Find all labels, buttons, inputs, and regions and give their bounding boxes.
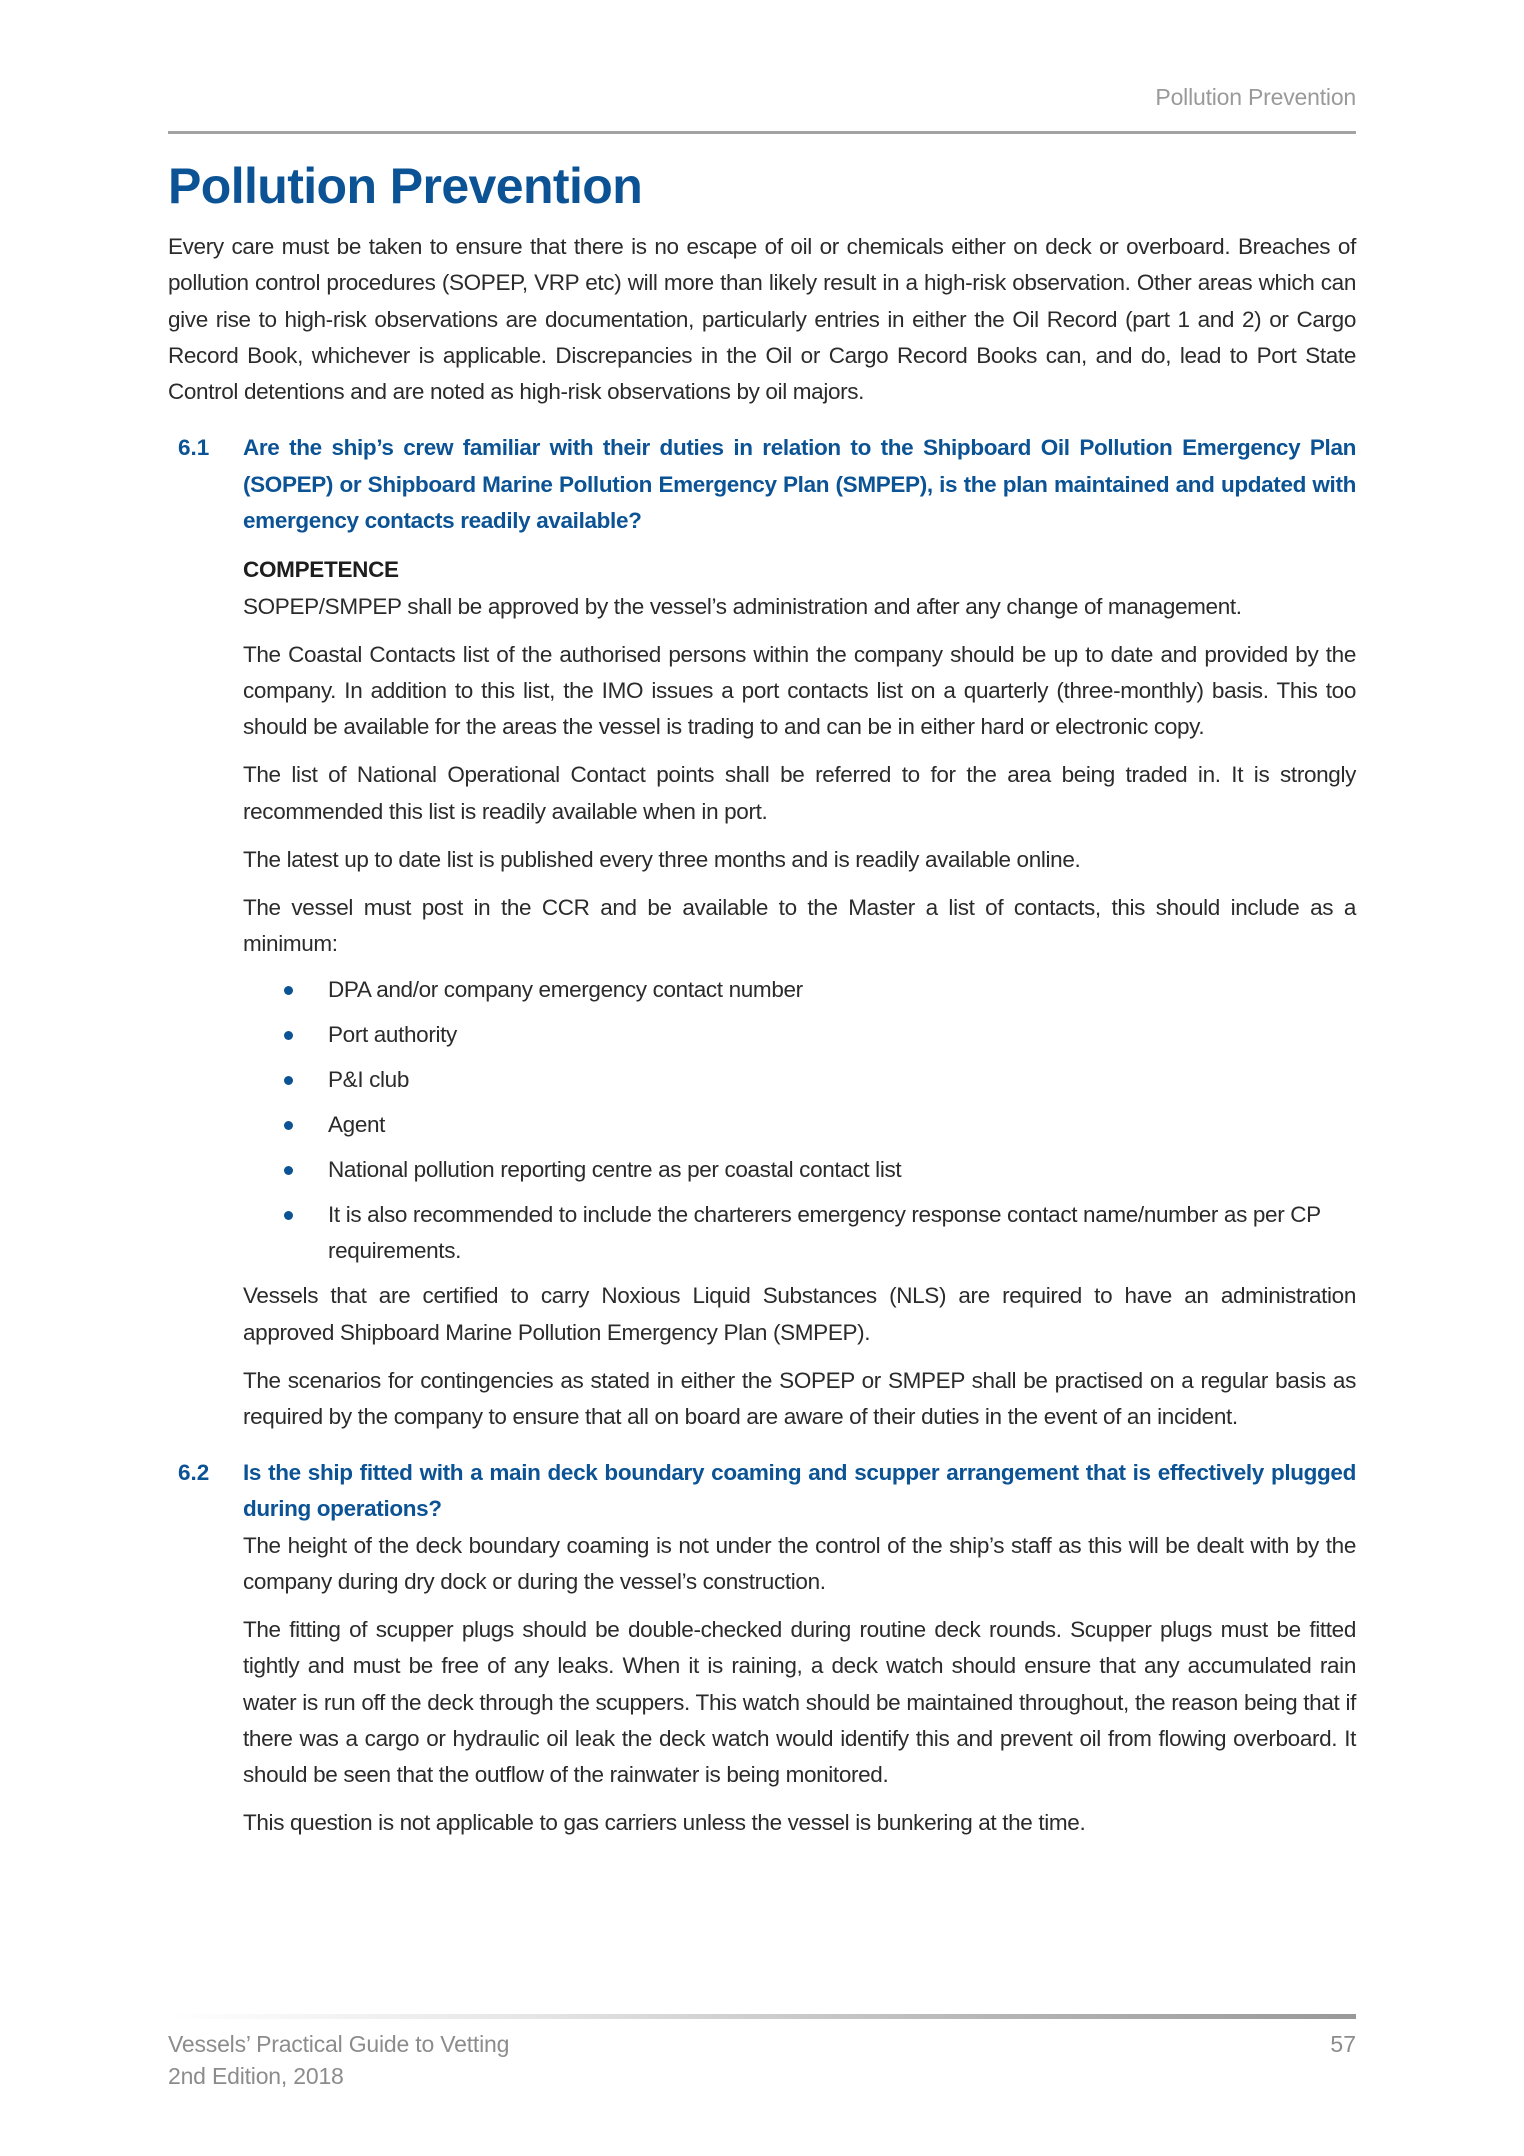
intro-paragraph: Every care must be taken to ensure that there is no escape of oil or chemicals either on deck or overboard. Breaches of pollution control procedures (SOPEP, VRP etc) will more than likely result in a high-risk observation. Other areas which can give rise to high-risk observations are documentation, particularly entries in either the Oil Record (part 1 and 2) or Cargo Record Book, whichever is applicable. Discrepancies in the Oil or Cargo Record Books can, and do, lead to Port State Control detentions and are noted as high-risk observations by oil majors. (168, 234, 1356, 405)
answer-6-1 (243, 552, 1356, 1435)
question-number: 6.2 (178, 1460, 210, 1486)
page-content (168, 229, 1356, 1842)
answer-paragraph: The vessel must post in the CCR and be available to the Master a list of contacts, this should include as a minimum: (243, 894, 1356, 956)
bullet-icon (284, 1166, 293, 1175)
list-item-text: Agent (328, 1112, 386, 1138)
running-header: Pollution Prevention (1155, 84, 1356, 110)
bullet-icon (284, 986, 293, 995)
publication-edition: 2nd Edition, 2018 (168, 2063, 344, 2089)
question-6-1 (168, 430, 1356, 539)
question-text: Is the ship fitted with a main deck boundary coaming and scupper arrangement that is effectively plugged during operations? (243, 1460, 1356, 1522)
list-item (243, 1062, 1356, 1098)
answer-paragraph: Vessels that are certified to carry Noxious Liquid Substances (NLS) are required to have an administration approved Shipboard Marine Pollution Emergency Plan (SMPEP). (243, 1283, 1356, 1345)
answer-paragraph: The fitting of scupper plugs should be double-checked during routine deck rounds. Scupper plugs must be fitted tightly and must be free of any leaks. When it is raining, a deck watch should ensure that any accumulated rain water is run off the deck through the scuppers. This watch should be maintained throughout, the reason being that if there was a cargo or hydraulic oil leak the deck watch would identify this and prevent oil from flowing overboard. It should be seen that the outflow of the rainwater is being monitored. (243, 1617, 1356, 1788)
answer-paragraph: The height of the deck boundary coaming is not under the control of the ship’s staff as this will be dealt with by the company during dry dock or during the vessel’s construction. (243, 1532, 1356, 1595)
question-number: 6.1 (178, 435, 210, 461)
list-item-text: It is also recommended to include the charterers emergency response contact name/number as per CP requirements. (328, 1202, 1321, 1264)
contacts-list (243, 972, 1356, 1270)
bullet-icon (284, 1211, 293, 1220)
competence-subheading: COMPETENCE (243, 557, 399, 583)
footer-publication (168, 2028, 509, 2092)
list-item-text: Port authority (328, 1022, 457, 1048)
list-item-text: National pollution reporting centre as per coastal contact list (328, 1157, 902, 1183)
list-item-text: DPA and/or company emergency contact number (328, 977, 803, 1003)
list-item-text: P&I club (328, 1067, 409, 1093)
question-text: Are the ship’s crew familiar with their duties in relation to the Shipboard Oil Pollution Emergency Plan (SOPEP) or Shipboard Marine Pollution Emergency Plan (SMPEP), is the plan maintained and updated with emergency contacts readily available? (243, 435, 1356, 534)
list-item (243, 1107, 1356, 1143)
answer-paragraph: The Coastal Contacts list of the authorised persons within the company should be up to date and provided by the company. In addition to this list, the IMO issues a port contacts list on a quarterly (three-monthly) basis. This too should be available for the areas the vessel is trading to and can be in either hard or electronic copy. (243, 641, 1356, 740)
bullet-icon (284, 1076, 293, 1085)
question-6-2 (168, 1455, 1356, 1528)
header-divider (168, 131, 1356, 134)
page-number: 57 (1330, 2031, 1356, 2057)
answer-paragraph: The list of National Operational Contact points shall be referred to for the area being traded in. It is strongly recommended this list is readily available when in port. (243, 762, 1356, 824)
list-item (243, 1152, 1356, 1188)
page-title: Pollution Prevention (168, 158, 643, 214)
answer-paragraph: The scenarios for contingencies as stated in either the SOPEP or SMPEP shall be practised on a regular basis as required by the company to ensure that all on board are aware of their duties in the event of an incident. (243, 1367, 1356, 1429)
list-item (243, 1017, 1356, 1053)
publication-title: Vessels’ Practical Guide to Vetting (168, 2031, 510, 2057)
bullet-icon (284, 1121, 293, 1130)
answer-paragraph: SOPEP/SMPEP shall be approved by the vessel’s administration and after any change of management. (243, 593, 1242, 619)
bullet-icon (284, 1031, 293, 1040)
answer-6-2 (243, 1528, 1356, 1842)
answer-paragraph: The latest up to date list is published every three months and is readily available online. (243, 846, 1081, 872)
footer-divider (168, 2014, 1356, 2019)
list-item (243, 972, 1356, 1008)
answer-paragraph: This question is not applicable to gas carriers unless the vessel is bunkering at the time. (243, 1810, 1086, 1836)
intro-section (168, 229, 1356, 410)
list-item (243, 1197, 1356, 1270)
